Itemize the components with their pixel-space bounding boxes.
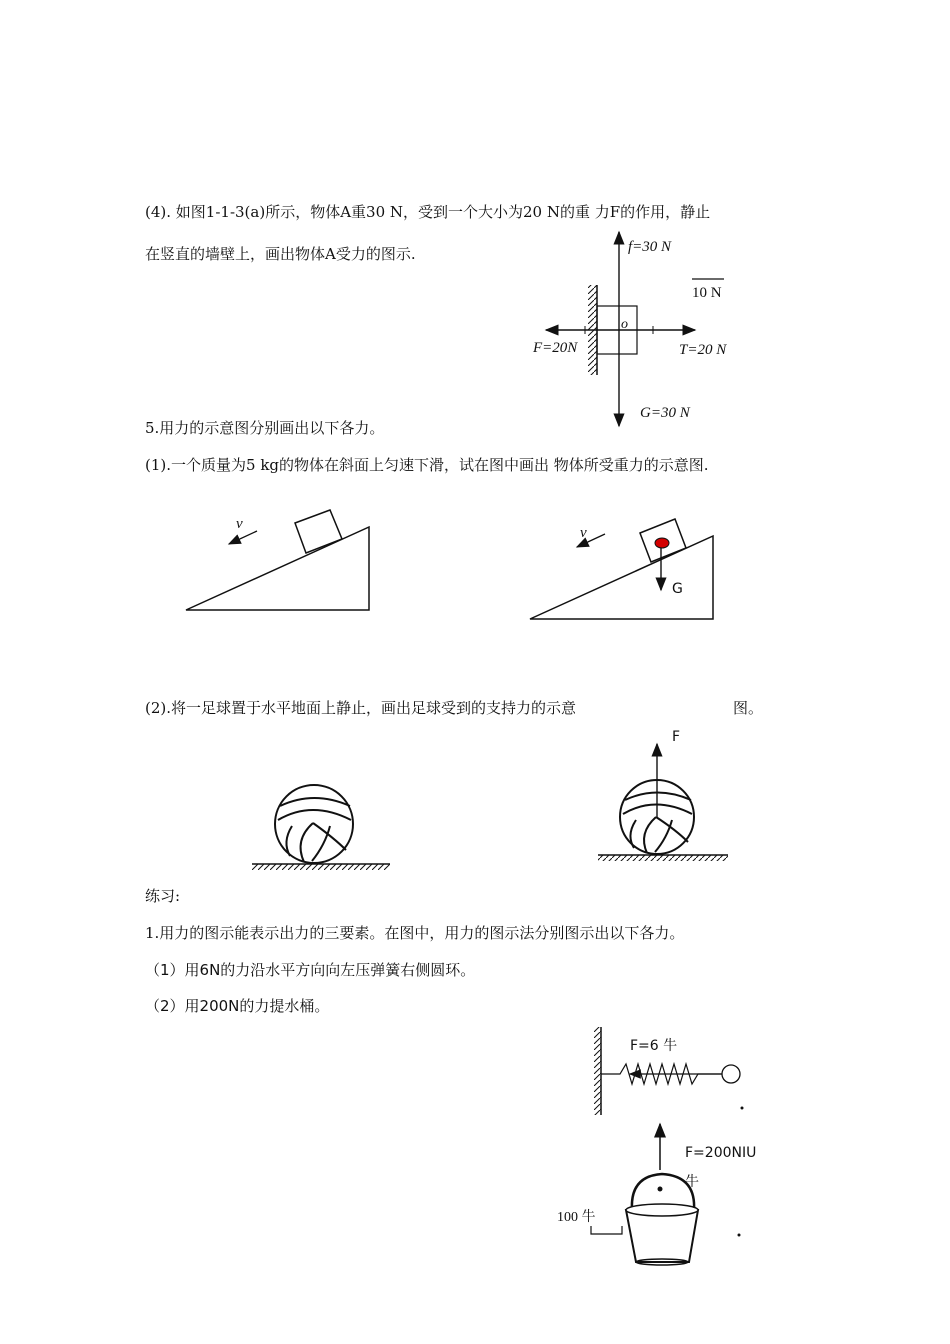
label-F: F=20N (533, 340, 578, 356)
g-label: G (672, 581, 683, 597)
bucket-label: F=200NIU (685, 1145, 757, 1161)
q4-line2: 在竖直的墙壁上，画出物体A受力的图示. (145, 245, 416, 263)
incline-1 (186, 510, 369, 610)
label-scale: 10 N (692, 285, 722, 301)
football-1 (252, 785, 390, 870)
q5-p1: (1).一个质量为5 kg的物体在斜面上匀速下滑，试在图中画出 物体所受重力的示意图. (145, 456, 709, 474)
v-label-1: v (236, 516, 243, 532)
label-f: f=30 N (628, 239, 672, 255)
label-T: T=20 N (679, 342, 727, 358)
practice-item1a: （1）用6N的力沿水平方向向左压弹簧右侧圆环。 (145, 961, 476, 979)
bucket-scale-bar (591, 1226, 622, 1234)
q5-p2a: (2).将一足球置于水平地面上静止，画出足球受到的支持力的示意 (145, 699, 577, 717)
v-label-2: v (580, 525, 587, 541)
q4-line1: (4). 如图1-1-3(a)所示，物体A重30 N，受到一个大小为20 N的重 力F的作用，静止 (145, 203, 711, 221)
practice-item1b: （2）用200N的力提水桶。 (145, 997, 330, 1015)
incline-2 (530, 519, 713, 619)
f-label: F (672, 729, 681, 745)
label-G: G=30 N (640, 405, 690, 421)
q5-title: 5.用力的示意图分别画出以下各力。 (145, 419, 385, 437)
practice-item1: 1.用力的图示能表示出力的三要素。在图中，用力的图示法分别图示出以下各力。 (145, 924, 685, 942)
bucket-scale-label: 100 牛 (557, 1210, 596, 1225)
q5-p2b: 图。 (733, 699, 764, 717)
practice-heading: 练习: (145, 887, 181, 905)
spring-label: F=6 牛 (630, 1038, 678, 1054)
velocity-arrow-1 (229, 531, 257, 544)
bucket-label-2: 牛 (685, 1174, 699, 1190)
center-of-gravity-dot (655, 538, 669, 548)
label-o: o (621, 317, 628, 332)
football-2 (598, 780, 728, 861)
